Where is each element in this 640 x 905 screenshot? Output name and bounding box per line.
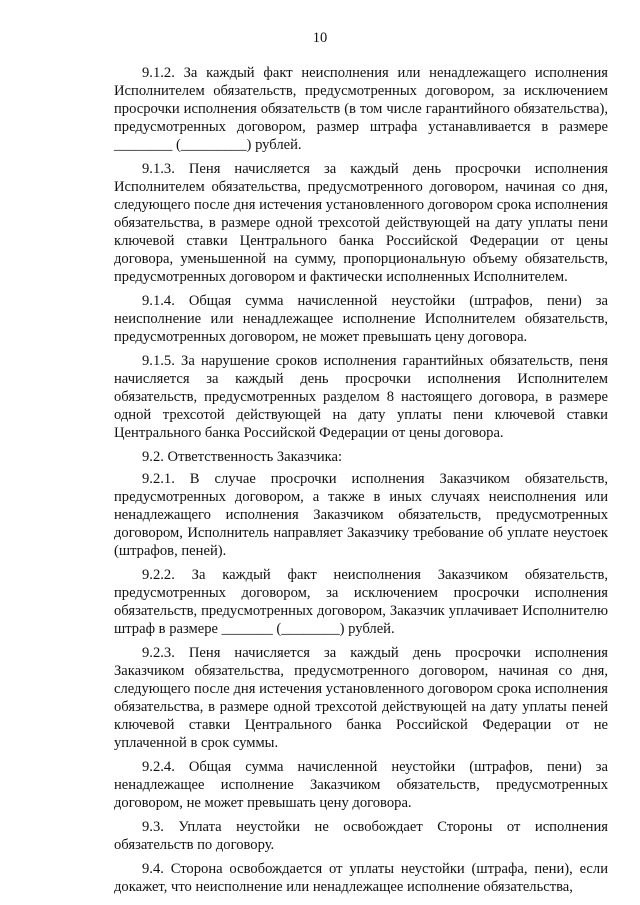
clause-9-2-1: 9.2.1. В случае просрочки исполнения Заказчиком обязательств, предусмотренных договором, а также в иных случаях неисполнения или ненадлежащего исполнения Заказчиком обязательств, предусмотренных договором, Исполнитель направляет Заказчику требование об уплате неустоек (штрафов, пеней). bbox=[114, 471, 608, 559]
clause-9-2-heading: 9.2. Ответственность Заказчика: bbox=[142, 449, 343, 465]
clause-9-3: 9.3. Уплата неустойки не освобождает Стороны от исполнения обязательств по договору. bbox=[114, 819, 608, 853]
clause-9-4: 9.4. Сторона освобождается от уплаты неустойки (штрафа, пени), если докажет, что неисполнение или ненадлежащее исполнение обязательства, bbox=[114, 861, 608, 895]
clause-9-2-2: 9.2.2. За каждый факт неисполнения Заказчиком обязательств, предусмотренных договором, за исключением просрочки исполнения обязательств, предусмотренных договором, Заказчик уплачивает Исполнителю штраф в размере _______ (________) рублей. bbox=[114, 567, 608, 637]
clause-9-2-4: 9.2.4. Общая сумма начисленной неустойки (штрафов, пени) за ненадлежащее исполнение Заказчиком обязательств, предусмотренных договором, не может превышать цену договора. bbox=[114, 759, 608, 811]
clause-9-1-3: 9.1.3. Пеня начисляется за каждый день просрочки исполнения Исполнителем обязательства, предусмотренного договором, начиная со дня, следующего после дня истечения установленного договором срока исполнения обязательства, в размере одной трехсотой действующей на дату уплаты пени ключевой ставки Центрального банка Российской Федерации от цены договора, уменьшенной на сумму, пропорциональную объему обязательств, предусмотренных договором и фактически исполненных Исполнителем. bbox=[114, 161, 608, 285]
document-body bbox=[114, 64, 608, 902]
clause-9-1-4: 9.1.4. Общая сумма начисленной неустойки (штрафов, пени) за неисполнение или ненадлежащее исполнение Исполнителем обязательств, предусмотренных договором, не может превышать цену договора. bbox=[114, 293, 608, 345]
clause-9-1-5: 9.1.5. За нарушение сроков исполнения гарантийных обязательств, пеня начисляется за каждый день просрочки исполнения Исполнителем обязательств, предусмотренных разделом 8 настоящего договора, в размере одной трехсотой действующей на дату уплаты пени ключевой ставки Центрального банка Российской Федерации от цены договора. bbox=[114, 353, 608, 441]
page-number: 10 bbox=[312, 30, 328, 46]
clause-9-1-2: 9.1.2. За каждый факт неисполнения или ненадлежащего исполнения Исполнителем обязательств, предусмотренных договором, за исключением просрочки исполнения обязательств (в том числе гарантийного обязательства), предусмотренных договором, размер штрафа устанавливается в размере ________ (_________) рублей. bbox=[114, 65, 608, 153]
clause-9-2-3: 9.2.3. Пеня начисляется за каждый день просрочки исполнения Заказчиком обязательства, предусмотренного договором, начиная со дня, следующего после дня истечения установленного договором срока исполнения обязательства, в размере одной трехсотой действующей на дату уплаты пеней ключевой ставки Центрального банка Российской Федерации от не уплаченной в срок суммы. bbox=[114, 645, 608, 751]
